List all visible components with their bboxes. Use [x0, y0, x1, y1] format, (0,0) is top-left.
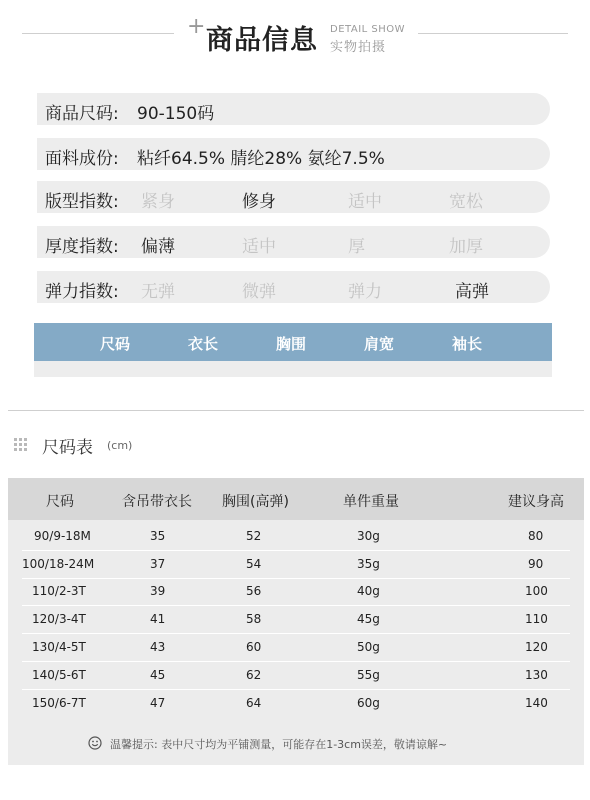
col-header-length: 含吊带衣长	[122, 494, 192, 510]
size-value: 90-150码	[137, 104, 215, 124]
cell-weight: 35g	[357, 557, 380, 571]
cell-height: 130	[525, 668, 548, 682]
cell-height: 120	[525, 640, 548, 654]
thickness-option-thin: 偏薄	[141, 237, 175, 257]
size-row	[37, 93, 550, 125]
cell-size: 150/6-7T	[32, 696, 86, 710]
elasticity-option-slight: 微弹	[242, 282, 276, 302]
cell-weight: 60g	[357, 696, 380, 710]
cell-weight: 40g	[357, 584, 380, 598]
fit-label: 版型指数:	[45, 192, 119, 212]
fit-option-tight: 紧身	[141, 192, 175, 212]
cell-chest: 64	[246, 696, 262, 710]
elasticity-option-stretch: 弹力	[348, 282, 382, 302]
smiley-icon	[88, 736, 102, 750]
col-header-chest: 胸围(高弹)	[222, 494, 289, 510]
cell-size: 110/2-3T	[32, 584, 86, 598]
cell-weight: 45g	[357, 612, 380, 626]
page-title: 商品信息	[206, 25, 318, 56]
col-header-size: 尺码	[46, 494, 74, 510]
header-sub-label: 实物拍摄	[330, 40, 387, 55]
header-en-label: DETAIL SHOW	[330, 24, 406, 35]
table-row	[22, 551, 570, 579]
section-divider	[8, 410, 584, 411]
thickness-label: 厚度指数:	[45, 237, 119, 257]
thickness-option-medium: 适中	[242, 237, 276, 257]
measure-col-size: 尺码	[100, 335, 131, 353]
cell-length: 43	[150, 640, 166, 654]
table-row	[22, 662, 570, 690]
elasticity-label: 弹力指数:	[45, 282, 119, 302]
measure-empty-row	[34, 361, 552, 377]
cell-length: 39	[150, 584, 166, 598]
fabric-row	[37, 138, 550, 170]
thickness-row	[37, 226, 550, 258]
fabric-label: 面料成份:	[45, 149, 119, 169]
header-line-right	[418, 33, 568, 34]
measure-col-chest: 胸围	[276, 335, 307, 353]
cell-weight: 30g	[357, 529, 380, 543]
cell-length: 35	[150, 529, 166, 543]
cell-size: 100/18-24M	[22, 557, 95, 571]
note-text: 温馨提示: 表中尺寸均为平铺测量，可能存在1-3cm误差，敬请谅解~	[110, 738, 448, 751]
cell-chest: 52	[246, 529, 262, 543]
cell-size: 140/5-6T	[32, 668, 86, 682]
elasticity-row	[37, 271, 550, 303]
cell-height: 80	[528, 529, 544, 543]
elasticity-option-high: 高弹	[455, 282, 489, 302]
fit-option-slim: 修身	[242, 192, 276, 212]
cell-length: 45	[150, 668, 166, 682]
cell-size: 120/3-4T	[32, 612, 86, 626]
measure-col-length: 衣长	[188, 335, 219, 353]
cell-length: 41	[150, 612, 166, 626]
thickness-option-thick: 厚	[348, 237, 365, 257]
size-label: 商品尺码:	[45, 104, 119, 124]
cell-height: 140	[525, 696, 548, 710]
size-table-header	[8, 478, 584, 520]
cell-weight: 55g	[357, 668, 380, 682]
cell-height: 100	[525, 584, 548, 598]
measure-header-bar	[34, 323, 552, 361]
size-table	[8, 478, 584, 765]
fit-option-loose: 宽松	[449, 192, 483, 212]
grid-icon	[14, 438, 26, 450]
table-row	[22, 578, 570, 606]
table-row	[22, 606, 570, 634]
cell-chest: 58	[246, 612, 262, 626]
header-plus-icon: +	[187, 14, 206, 39]
col-header-weight: 单件重量	[343, 494, 399, 510]
size-table-unit: (cm)	[107, 439, 133, 452]
cell-height: 110	[525, 612, 548, 626]
table-row	[22, 523, 570, 551]
table-row	[22, 690, 570, 717]
table-row	[22, 634, 570, 662]
header-line-left	[22, 33, 174, 34]
measure-col-shoulder: 肩宽	[364, 335, 395, 353]
cell-length: 37	[150, 557, 166, 571]
cell-chest: 60	[246, 640, 262, 654]
cell-weight: 50g	[357, 640, 380, 654]
fit-option-regular: 适中	[348, 192, 382, 212]
cell-size: 130/4-5T	[32, 640, 86, 654]
cell-height: 90	[528, 557, 544, 571]
col-header-height: 建议身高	[508, 494, 564, 510]
fit-row	[37, 181, 550, 213]
elasticity-option-none: 无弹	[141, 282, 175, 302]
cell-chest: 56	[246, 584, 262, 598]
measure-col-sleeve: 袖长	[452, 335, 483, 353]
cell-length: 47	[150, 696, 166, 710]
cell-chest: 54	[246, 557, 262, 571]
cell-size: 90/9-18M	[34, 529, 91, 543]
fabric-value: 粘纤64.5% 腈纶28% 氨纶7.5%	[137, 149, 385, 169]
cell-chest: 62	[246, 668, 262, 682]
size-table-title: 尺码表	[42, 438, 93, 458]
thickness-option-extra-thick: 加厚	[449, 237, 483, 257]
